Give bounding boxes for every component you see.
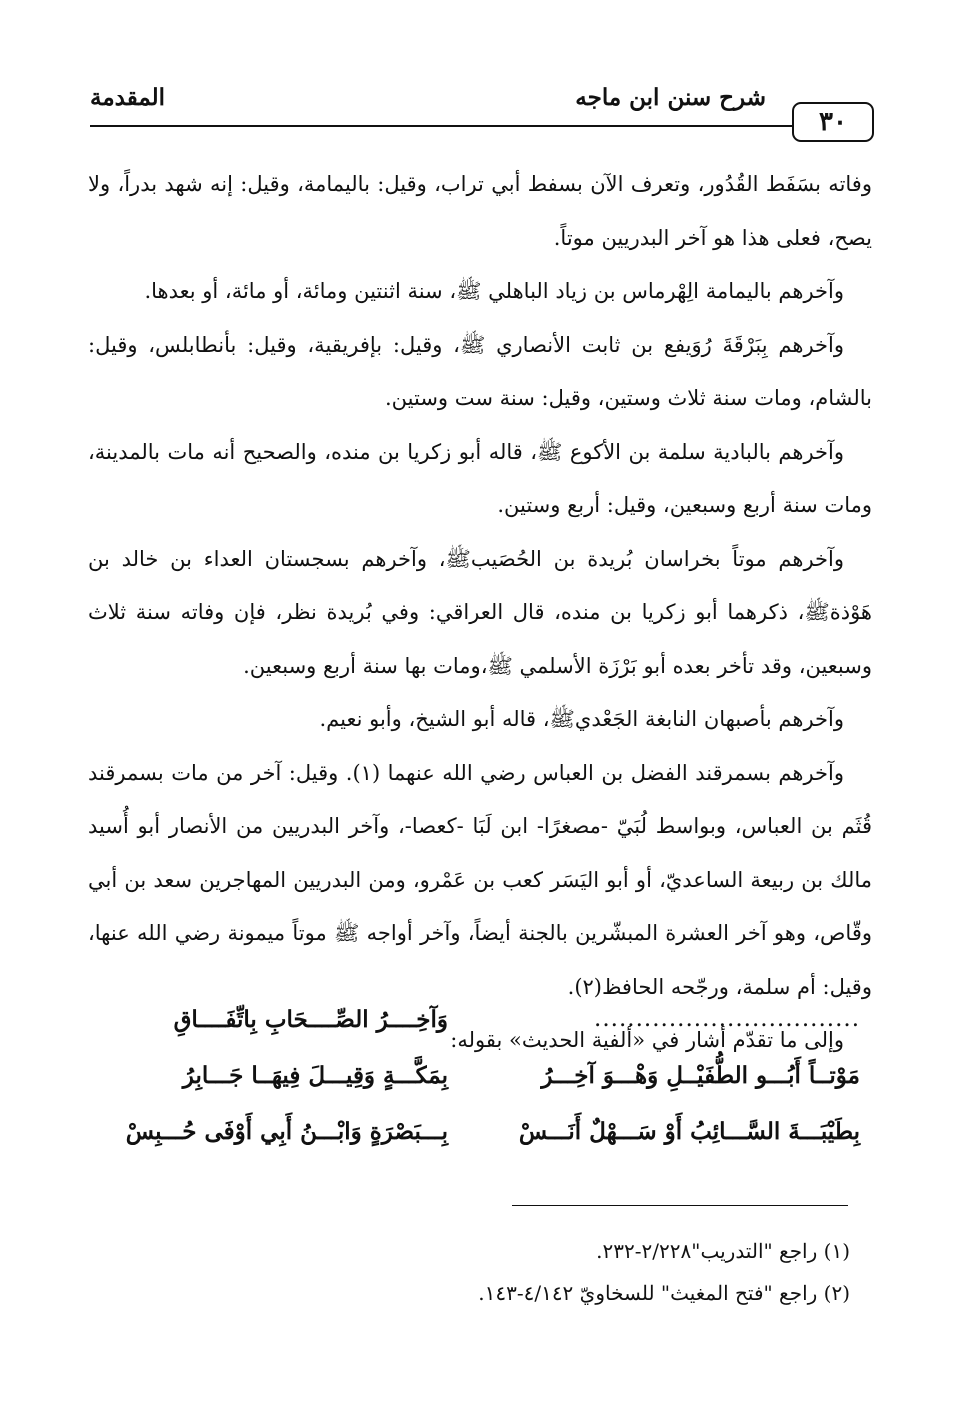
page-header xyxy=(90,80,874,150)
paragraph-1: وفاته بسَفَط القُدُور، وتعرف الآن بسفط أبي تراب، وقيل: باليمامة، وقيل: إنه شهد بدراً، ولا يصح، فعلى هذا هو آخر البدريين موتاً. xyxy=(88,172,872,250)
paragraph-7: وآخرهم بسمرقند الفضل بن العباس رضي الله عنهما (١). وقيل: آخر من مات بسمرقند قُثَم بن العباس، وبواسط لُبَيّ -مصغرًا- ابن لَبَا -كعصا-، وآخر البدريين من الأنصار أبو أُسيد مالك بن ربيعة الساعديّ، أو أبو اليَسَر كعب بن عَمْرو، ومن البدريين المهاجرين سعد بن أبي وقّاص، وهو آخر العشرة المبشّرين بالجنة أيضاً، وآخر أواجه ﷺ موتاً ميمونة رضي الله عنها، وقيل: أم سلمة، ورجّحه الحافظ(٢). xyxy=(88,760,872,999)
footnote-2: (٢) راجع "فتح المغيث" للسخاويّ ٤/١٤٢-١٤٣. xyxy=(478,1281,850,1305)
verse-hemistich: مَوْتــاً أَبُـــو الطُّفَيْــلِ وَهْـــوَ آخِـــرُ xyxy=(541,1062,860,1089)
footnote-rule xyxy=(512,1205,848,1206)
paragraph-8: وإلى ما تقدّم أشار في «ألفية الحديث» بقوله: xyxy=(450,1028,844,1052)
page-number: ٣٠ xyxy=(792,102,874,142)
header-rule xyxy=(90,125,792,127)
verse-hemistich: وَآخِــــرُ الصِّــــحَابِ بِاتِّفَــــاقِ xyxy=(173,1006,448,1033)
verse-hemistich: بِطَيْبَـــةَ السَّـــائِبُ أَوْ سَـــهْلٌ أَنَـــسْ xyxy=(518,1118,860,1145)
section-title: المقدمة xyxy=(90,84,166,111)
paragraph-4: وآخرهم بالبادية سلمة بن الأكوع ﷺ، قاله أبو زكريا بن منده، والصحيح أنه مات بالمدينة، ومات سنة أربع وسبعين، وقيل: أربع وستين. xyxy=(88,439,872,517)
poem xyxy=(88,1006,860,1174)
verse-hemistich: بِمَكَّـــةٍ وَقِيـــلَ فِيهَــا جَـــابِرُ xyxy=(182,1062,448,1089)
poem-verse xyxy=(88,1062,860,1118)
paragraph-3: وآخرهم بِبَرْقَةَ رُوَيفع بن ثابت الأنصاري ﷺ، وقيل: بإفريقية، وقيل: بأنطابلس، وقيل: بالشام، ومات سنة ثلاث وستين، وقيل: سنة ست وستين. xyxy=(88,332,872,410)
book-title: شرح سنن ابن ماجه xyxy=(575,84,766,111)
body-text xyxy=(88,158,872,1068)
paragraph-5: وآخرهم موتاً بخراسان بُريدة بن الحُصَيبﷺ، وآخرهم بسجستان العداء بن خالد بن هَوْذةﷺ، ذكرهما أبو زكريا بن منده، قال العراقي: وفي بُريدة نظر، فإن وفاته سنة ثلاث وسبعين، وقد تأخر بعده أبو بَرْزَة الأسلمي ﷺ،ومات بها سنة أربع وسبعين. xyxy=(88,546,872,678)
verse-dots: ................................ xyxy=(594,1006,860,1032)
poem-verse xyxy=(88,1006,860,1062)
footnotes xyxy=(478,1230,850,1314)
paragraph-2: وآخرهم باليمامة الِهْرماس بن زياد الباهلي ﷺ، سنة اثنتين ومائة، أو مائة، أو بعدها. xyxy=(144,279,844,303)
footnote-1: (١) راجع "التدريب"٢/٢٢٨-٢٣٢. xyxy=(596,1239,850,1263)
poem-verse xyxy=(88,1118,860,1174)
paragraph-6: وآخرهم بأصبهان النابغة الجَعْديﷺ، قاله أبو الشيخ، وأبو نعيم. xyxy=(319,707,844,731)
verse-hemistich: بِـــبَصْرَةٍ وَابْـــنُ أَبِي أَوْفَى حُـــبِسْ xyxy=(125,1118,448,1145)
